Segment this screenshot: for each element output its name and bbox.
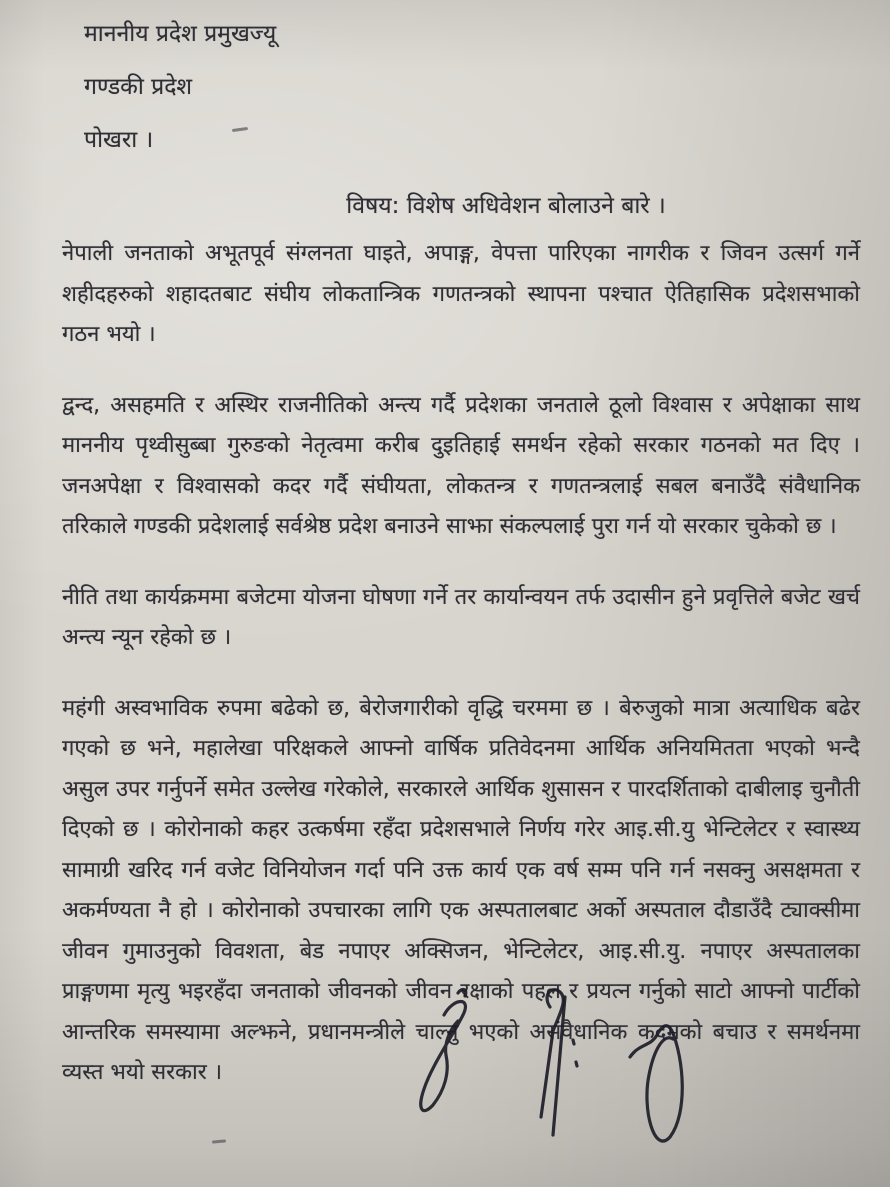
paragraph-2: द्वन्द, असहमति र अस्थिर राजनीतिको अन्त्य गर्दै प्रदेशका जनताले ठूलो विश्वास र अपेक्षाका साथ माननीय पृथ्वीसुब्बा गुरुङको नेतृत्वमा करीब दुइतिहाई समर्थन रहेको सरकार गठनको मत दिए । जनअपेक्षा र विश्वासको कदर गर्दै संघीयता, लोकतन्त्र र गणतन्त्रलाई सबल बनाउँदै संवैधानिक तरिकाले गण्डकी प्रदेशलाई सर्वश्रेष्ठ प्रदेश बनाउने साझा संकल्पलाई पुरा गर्न यो सरकार चुकेको छ ।	[62, 392, 860, 539]
paragraph-1: नेपाली जनताको अभूतपूर्व संग्लनता घाइते, अपाङ्ग, वेपत्ता पारिएका नागरीक र जिवन उत्सर्ग गर्ने शहीदहरुको शहादतबाट संघीय लोकतान्त्रिक गणतन्त्रको स्थापना पश्चात ऐतिहासिक प्रदेशसभाको गठन भयो ।	[62, 241, 860, 347]
signature-block	[392, 985, 722, 1170]
recipient-block	[84, 20, 860, 154]
recipient-line-honorable: माननीय प्रदेश प्रमुखज्यू	[84, 21, 277, 47]
letter-body	[62, 234, 860, 1094]
recipient-line-province: गण्डकी प्रदेश	[84, 74, 193, 100]
paragraph-4: महंगी अस्वभाविक रुपमा बढेको छ, बेरोजगारीको वृद्धि चरममा छ । बेरुजुको मात्रा अत्याधिक बढेर गएको छ भने, महालेखा परिक्षकले आफ्नो वार्षिक प्रतिवेदनमा आर्थिक अनियमितता भएको भन्दै असुल उपर गर्नुपर्ने समेत उल्लेख गरेकोले, सरकारले आर्थिक शुसासन र पारदर्शिताको दाबीलाइ चुनौती दिएको छ । कोरोनाको कहर उत्कर्षमा रहँदा प्रदेशसभाले निर्णय गरेर आइ.सी.यु भेन्टिलेटर र स्वास्थ्य सामाग्री खरिद गर्न वजेट विनियोजन गर्दा पनि उक्त कार्य एक वर्ष सम्म पनि गर्न नसक्नु असक्षमता र अकर्मण्यता नै हो । कोरोनाको उपचारका लागि एक अस्पतालबाट अर्को अस्पताल दौडाउँदै ट्याक्सीमा जीवन गुमाउनुको विवशता, बेड नपाएर अक्सिजन, भेन्टिलेटर, आइ.सी.यु. नपाएर अस्पतालका प्राङ्गणमा मृत्यु भइरहँदा जनताको जीवनको जीवन रक्षाको पहल र प्रयत्न गर्नुको साटो आफ्नो पार्टीको आन्तरिक समस्यामा अल्झने, प्रधानमन्त्रीले चाल्नु भएको असंवैधानिक कदमको बचाउ र समर्थनमा व्यस्त भयो सरकार ।	[62, 695, 860, 1085]
paragraph-3: नीति तथा कार्यक्रममा बजेटमा योजना घोषणा गर्ने तर कार्यान्वयन तर्फ उदासीन हुने प्रवृत्तिले बजेट खर्च अन्त्य न्यून रहेको छ ।	[62, 584, 860, 650]
signature-1-icon	[421, 989, 466, 1110]
stray-pen-mark	[212, 1139, 226, 1143]
signature-3-icon	[630, 1026, 682, 1141]
signature-2-icon	[541, 990, 577, 1135]
subject-line: विषय: विशेष अधिवेशन बोलाउने बारे ।	[346, 193, 666, 219]
recipient-line-city: पोखरा ।	[84, 127, 154, 153]
